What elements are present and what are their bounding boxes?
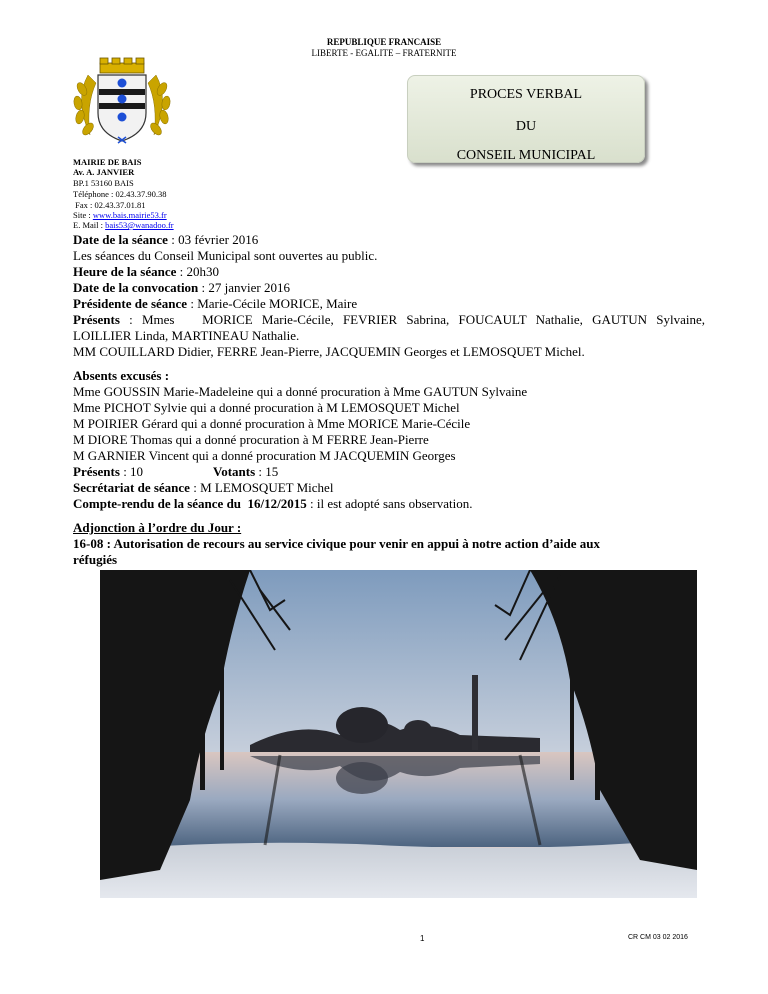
presents-label: Présents	[73, 312, 120, 327]
email-link[interactable]: bais53@wanadoo.fr	[105, 220, 174, 230]
secretariat-value: : M LEMOSQUET Michel	[189, 480, 334, 495]
votants-count	[213, 464, 278, 479]
title-line-proces-verbal: PROCES VERBAL	[469, 87, 583, 102]
mairie-postal: BP.1 53160 BAIS	[73, 178, 134, 188]
mairie-site	[73, 210, 167, 220]
title-line-du: DU	[515, 119, 537, 134]
mairie-phone: Téléphone : 02.43.37.90.38	[73, 189, 167, 199]
mairie-email	[73, 220, 174, 230]
compte-rendu	[73, 496, 472, 511]
title-line-conseil: CONSEIL MUNICIPAL	[456, 148, 596, 163]
absents-title: Absents excusés :	[73, 368, 170, 383]
absent-item: M DIORE Thomas qui a donné procuration à M FERRE Jean-Pierre	[73, 432, 429, 447]
absent-item: M GARNIER Vincent qui a donné procuration M JACQUEMIN Georges	[73, 448, 456, 463]
votants-count-label: Votants	[213, 464, 256, 479]
presents-count-label: Présents	[73, 464, 120, 479]
adjonction-item-line-1: 16-08 : Autorisation de recours au service civique pour venir en appui à notre action d’aide aux	[73, 536, 600, 551]
presents-count	[73, 464, 143, 479]
heure-seance-value: : 20h30	[176, 264, 220, 279]
presents-line-3: MM COUILLARD Didier, FERRE Jean-Pierre, JACQUEMIN Georges et LEMOSQUET Michel.	[73, 344, 585, 359]
document-reference: CR CM 03 02 2016	[628, 934, 688, 941]
heure-seance-label: Heure de la séance	[73, 264, 177, 279]
presents-line-2: LOILLIER Linda, MARTINEAU Nathalie.	[73, 328, 300, 343]
presidente-value: : Marie-Cécile MORICE, Maire	[187, 296, 358, 311]
public-note: Les séances du Conseil Municipal sont ouvertes au public.	[73, 248, 378, 263]
date-convocation-value: : 27 janvier 2016	[198, 280, 291, 295]
adjonction-item-line-2: réfugiés	[73, 552, 118, 567]
presidente-label: Présidente de séance	[73, 296, 188, 311]
absent-item: Mme PICHOT Sylvie qui a donné procuration à M LEMOSQUET Michel	[73, 400, 460, 415]
site-label: Site :	[73, 210, 93, 220]
coat-of-arms-emblem	[66, 55, 178, 145]
email-label: E. Mail :	[73, 220, 106, 230]
site-link[interactable]: www.bais.mairie53.fr	[92, 210, 167, 220]
compte-rendu-value: : il est adopté sans observation.	[306, 496, 473, 511]
heure-seance	[73, 264, 219, 279]
presents-count-value: : 10	[119, 464, 144, 479]
presents-value-1: : Mmes MORICE Marie-Cécile, FEVRIER Sabrina, FOUCAULT Nathalie, GAUTUN Sylvaine,	[119, 312, 705, 327]
title-box	[407, 75, 649, 167]
adjonction-title: Adjonction à l’ordre du Jour :	[73, 520, 242, 535]
compte-rendu-label: Compte-rendu de la séance du 16/12/2015	[73, 496, 307, 511]
votants-count-value: : 15	[255, 464, 279, 479]
absent-item: Mme GOUSSIN Marie-Madeleine qui a donné procuration à Mme GAUTUN Sylvaine	[73, 384, 528, 399]
mairie-name: MAIRIE DE BAIS	[73, 157, 142, 167]
date-seance-label: Date de la séance	[73, 232, 168, 247]
secretariat-label: Secrétariat de séance	[73, 480, 190, 495]
absent-item: M POIRIER Gérard qui a donné procuration à Mme MORICE Marie-Cécile	[73, 416, 471, 431]
header-republique: REPUBLIQUE FRANCAISE	[326, 37, 442, 47]
header-devise: LIBERTE - EGALITE – FRATERNITE	[311, 48, 457, 58]
date-seance	[73, 232, 258, 247]
presents-line-1	[73, 312, 705, 327]
page-number: 1	[420, 934, 425, 943]
date-seance-value: : 03 février 2016	[167, 232, 259, 247]
date-convocation-label: Date de la convocation	[73, 280, 199, 295]
mairie-street: Av. A. JANVIER	[73, 167, 135, 177]
date-convocation	[73, 280, 290, 295]
secretariat	[73, 480, 333, 495]
winter-pond-photo	[100, 570, 697, 898]
presidente	[73, 296, 357, 311]
mairie-fax: Fax : 02.43.37.01.81	[73, 200, 146, 210]
